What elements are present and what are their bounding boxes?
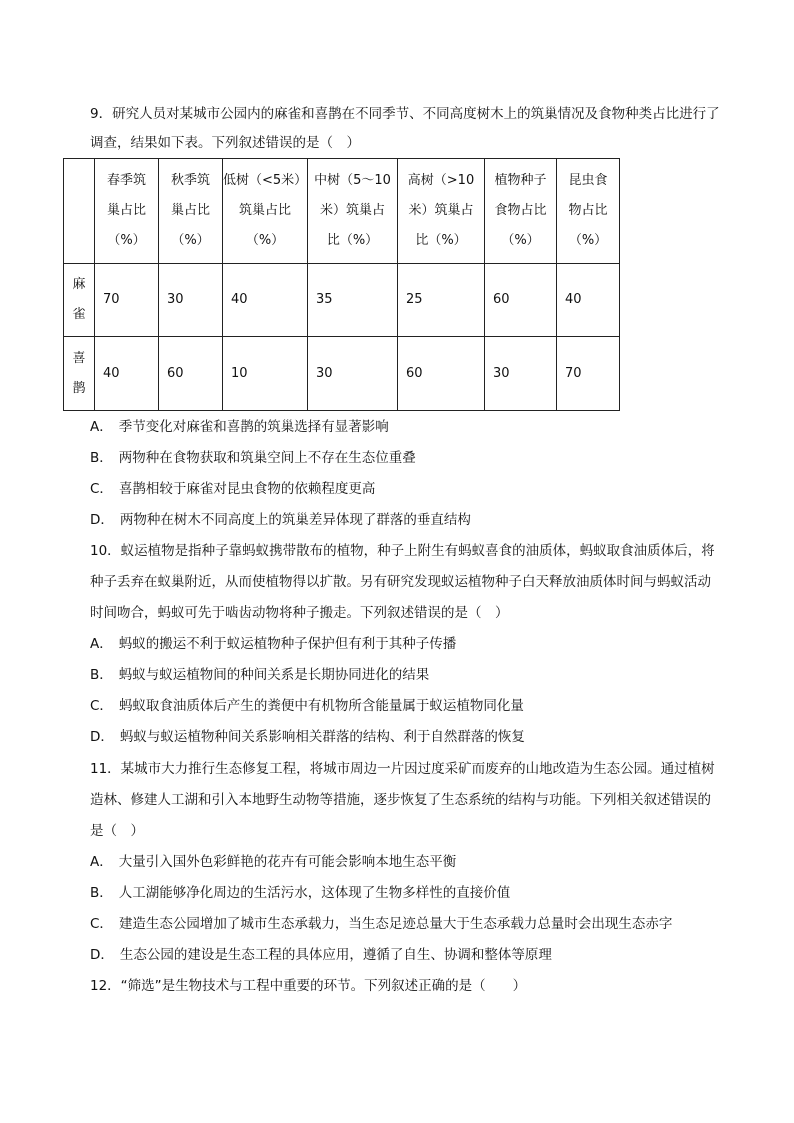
q9-stem-line2: 调查，结果如下表。下列叙述错误的是（ ） [90, 135, 360, 151]
q10-option-d: D． 蚂蚁与蚁运植物种间关系影响相关群落的结构、利于自然群落的恢复 [90, 729, 525, 745]
q9-option-c: C． 喜鹊相较于麻雀对昆虫食物的依赖程度更高 [90, 481, 376, 497]
q10-option-c: C． 蚂蚁取食油质体后产生的粪便中有机物所含能量属于蚁运植物同化量 [90, 698, 524, 714]
q11-stem-line3: 是（ ） [90, 823, 144, 839]
table-row-magpie [64, 337, 620, 411]
table-cell: 10 [223, 337, 308, 411]
q10-option-a: A． 蚂蚁的搬运不利于蚁运植物种子保护但有利于其种子传播 [90, 636, 457, 652]
header-spring-nest: 春季筑 巢占比 （%） [95, 159, 159, 264]
q12-stem-line1: 12．“筛选”是生物技术与工程中重要的环节。下列叙述正确的是（ ） [90, 978, 527, 994]
q9-stem-line1: 9．研究人员对某城市公园内的麻雀和喜鹊在不同季节、不同高度树木上的筑巢情况及食物种类占比进行了 [90, 106, 720, 122]
table-cell: 30 [485, 337, 557, 411]
q10-stem-line1: 10．蚁运植物是指种子靠蚂蚁携带散布的植物，种子上附生有蚂蚁喜食的油质体，蚂蚁取食油质体后，将 [90, 543, 715, 559]
table-corner-cell [64, 159, 95, 264]
table-cell: 60 [159, 337, 223, 411]
table-cell: 60 [485, 264, 557, 337]
row-label-sparrow: 麻 雀 [64, 264, 95, 337]
q10-option-b: B． 蚂蚁与蚁运植物间的种间关系是长期协同进化的结果 [90, 667, 430, 683]
header-autumn-nest: 秋季筑 巢占比 （%） [159, 159, 223, 264]
table-cell: 40 [95, 337, 159, 411]
header-seed-food: 植物种子 食物占比 （%） [485, 159, 557, 264]
q11-stem-line2: 造林、修建人工湖和引入本地野生动物等措施，逐步恢复了生态系统的结构与功能。下列相关叙述错误的 [90, 792, 711, 808]
q9-option-a: A． 季节变化对麻雀和喜鹊的筑巢选择有显著影响 [90, 419, 389, 435]
row-label-magpie: 喜 鹊 [64, 337, 95, 411]
q11-stem-line1: 11．某城市大力推行生态修复工程，将城市周边一片因过度采矿而废弃的山地改造为生态公园。通过植树 [90, 761, 715, 777]
table-row-sparrow [64, 264, 620, 337]
table-cell: 70 [557, 337, 620, 411]
table-cell: 30 [308, 337, 398, 411]
q11-option-b: B． 人工湖能够净化周边的生活污水，这体现了生物多样性的直接价值 [90, 885, 511, 901]
q10-stem-line2: 种子丢弃在蚁巢附近，从而使植物得以扩散。另有研究发现蚁运植物种子白天释放油质体时间与蚂蚁活动 [90, 574, 711, 590]
table-cell: 40 [223, 264, 308, 337]
table-cell: 60 [398, 337, 485, 411]
table-cell: 30 [159, 264, 223, 337]
q9-survey-table [63, 158, 620, 411]
q9-option-b: B． 两物种在食物获取和筑巢空间上不存在生态位重叠 [90, 450, 416, 466]
header-insect-food: 昆虫食 物占比 （%） [557, 159, 620, 264]
q11-option-c: C． 建造生态公园增加了城市生态承载力，当生态足迹总量大于生态承载力总量时会出现生态赤字 [90, 916, 673, 932]
table-cell: 25 [398, 264, 485, 337]
q11-option-d: D． 生态公园的建设是生态工程的具体应用，遵循了自生、协调和整体等原理 [90, 947, 552, 963]
q11-option-a: A． 大量引入国外色彩鲜艳的花卉有可能会影响本地生态平衡 [90, 854, 457, 870]
header-low-tree-nest: 低树（<5米） 筑巢占比 （%） [223, 159, 308, 264]
header-high-tree-nest: 高树（>10 米）筑巢占 比（%） [398, 159, 485, 264]
table-header-row [64, 159, 620, 264]
table-cell: 40 [557, 264, 620, 337]
q9-option-d: D． 两物种在树木不同高度上的筑巢差异体现了群落的垂直结构 [90, 512, 471, 528]
table-cell: 70 [95, 264, 159, 337]
header-mid-tree-nest: 中树（5～10 米）筑巢占 比（%） [308, 159, 398, 264]
q10-stem-line3: 时间吻合，蚂蚁可先于啮齿动物将种子搬走。下列叙述错误的是（ ） [90, 605, 509, 621]
table-cell: 35 [308, 264, 398, 337]
